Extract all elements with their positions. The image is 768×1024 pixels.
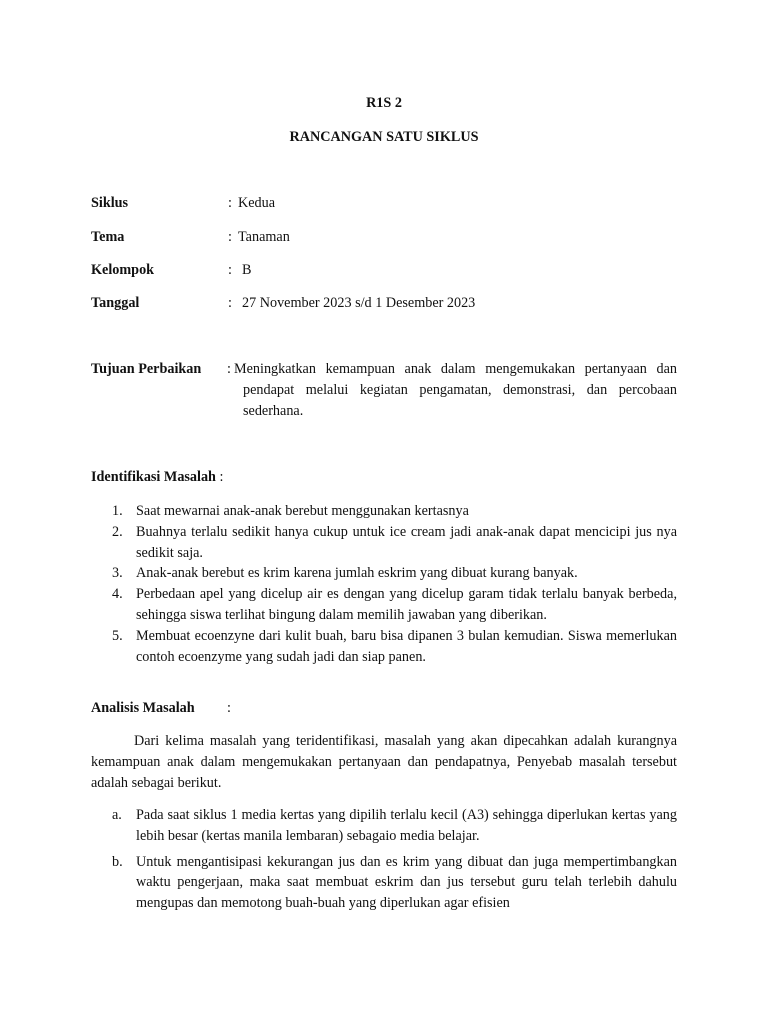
list-marker: a. xyxy=(112,807,122,823)
list-item-text: Anak-anak berebut es krim karena jumlah eskrim yang dibuat kurang banyak. xyxy=(136,565,578,582)
list-marker: 3. xyxy=(112,565,123,582)
tujuan-text: Meningkatkan kemampuan anak dalam mengemukakan pertanyaan dan pendapat melalui kegiatan pengamatan, demonstrasi, dan percobaan sederhana. xyxy=(234,361,677,419)
list-item-text: Untuk mengantisipasi kekurangan jus dan es krim yang dibuat dan juga mempertimbangkan waktu pengerjaan, maka saat membuat eskrim dan jus tersebut guru telah terlebih dahulu mengupas dan memotong buah-buah yang diperlukan agar efisien xyxy=(136,853,677,912)
document-code: R1S 2 xyxy=(366,95,402,111)
info-row-siklus xyxy=(91,193,691,215)
tujuan-colon: : xyxy=(227,361,231,377)
list-item-text: Membuat ecoenzyne dari kulit buah, baru bisa dipanen 3 bulan kemudian. Siswa memerlukan contoh ecoenzyme yang sudah jadi dan siap panen. xyxy=(136,627,677,665)
kelompok-colon: : xyxy=(228,262,232,278)
document-title: RANCANGAN SATU SIKLUS xyxy=(289,129,479,145)
tema-value: Tanaman xyxy=(238,229,290,245)
analisis-paragraph: Dari kelima masalah yang teridentifikasi, masalah yang akan dipecahkan adalah kurangnya kemampuan anak dalam mengemukakan pertanyaan dan pendapatnya, Penyebab masalah tersebut adalah sebagai berikut. xyxy=(91,733,677,791)
analisis-list xyxy=(91,805,677,919)
identifikasi-heading-text: Identifikasi Masalah xyxy=(91,469,216,485)
identifikasi-list xyxy=(91,501,677,667)
info-row-kelompok xyxy=(91,260,691,282)
list-item-text: Buahnya terlalu sedikit hanya cukup untuk ice cream jadi anak-anak dapat mencicipi jus nya sedikit saja. xyxy=(136,523,677,561)
analisis-heading: Analisis Masalah xyxy=(91,700,195,716)
info-row-tema xyxy=(91,227,691,249)
list-marker: 4. xyxy=(112,586,123,603)
kelompok-value: B xyxy=(242,262,252,278)
list-item xyxy=(91,501,677,522)
list-item xyxy=(91,584,677,626)
tema-label: Tema xyxy=(91,229,125,245)
list-item xyxy=(91,522,677,564)
list-marker: 2. xyxy=(112,523,123,540)
identifikasi-heading xyxy=(91,467,223,488)
list-item xyxy=(91,626,677,668)
info-row-tanggal xyxy=(91,293,691,315)
list-marker: 5. xyxy=(112,627,123,644)
siklus-value: Kedua xyxy=(238,195,276,211)
list-item xyxy=(91,805,677,847)
analisis-colon: : xyxy=(227,700,231,716)
tujuan-label: Tujuan Perbaikan xyxy=(91,361,202,377)
tema-colon: : xyxy=(228,229,232,245)
list-marker: b. xyxy=(112,853,123,870)
tanggal-colon: : xyxy=(228,295,232,311)
tanggal-label: Tanggal xyxy=(91,295,140,311)
list-item xyxy=(91,563,677,584)
tanggal-value: 27 November 2023 s/d 1 Desember 2023 xyxy=(242,295,476,311)
list-item-text: Saat mewarnai anak-anak berebut menggunakan kertasnya xyxy=(136,503,469,519)
list-item-text: Pada saat siklus 1 media kertas yang dipilih terlalu kecil (A3) sehingga diperlukan kertas yang lebih besar (kertas manila lembaran) sebagaio media belajar. xyxy=(136,807,677,844)
siklus-label: Siklus xyxy=(91,195,129,211)
list-marker: 1. xyxy=(112,503,123,519)
kelompok-label: Kelompok xyxy=(91,262,155,278)
identifikasi-heading-colon: : xyxy=(215,469,224,485)
siklus-colon: : xyxy=(228,195,232,211)
list-item xyxy=(91,852,677,914)
list-item-text: Perbedaan apel yang dicelup air es dengan yang dicelup garam tidak terlalu banyak berbeda, sehingga siswa terlihat bingung dalam memilih jawaban yang diberikan. xyxy=(136,586,677,623)
